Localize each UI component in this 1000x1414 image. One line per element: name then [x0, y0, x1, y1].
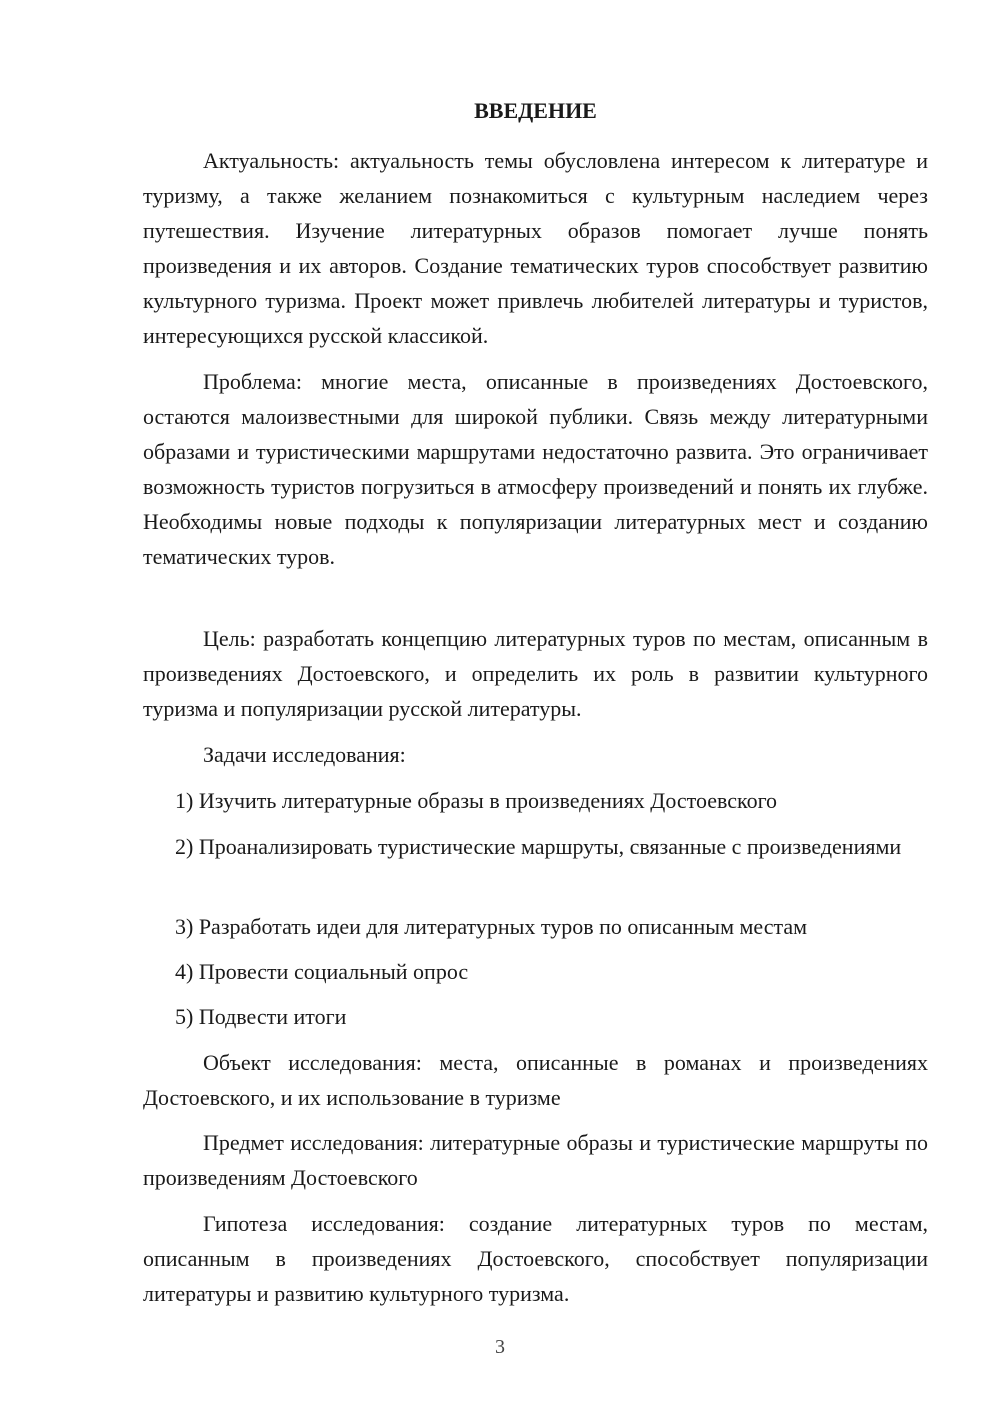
relevance-paragraph: Актуальность: актуальность темы обусловлена интересом к литературе и туризму, а также желанием познакомиться с культурным наследием через путешествия. Изучение литературных образов помогает лучше понять произведения и их авторов. Создание тематических туров способствует развитию культурного туризма. Проект может привлечь любителей литературы и туристов, интересующихся русской классикой. [143, 148, 928, 348]
problem-paragraph: Проблема: многие места, описанные в произведениях Достоевского, остаются малоизвестными для широкой публики. Связь между литературными образами и туристическими маршрутами недостаточно развита. Это ограничивает возможность туристов погрузиться в атмосферу произведений и понять их глубже. Необходимы новые подходы к популяризации литературных мест и созданию тематических туров. [143, 369, 928, 569]
page-number: 3 [495, 1336, 505, 1358]
goal-paragraph: Цель: разработать концепцию литературных туров по местам, описанным в произведениях Достоевского, и определить их роль в развитии культурного туризма и популяризации русской литературы. [143, 626, 928, 721]
task-item-2: 2) Проанализировать туристические маршруты, связанные с произведениями [175, 834, 902, 859]
task-item-4: 4) Провести социальный опрос [175, 959, 469, 984]
section-heading: ВВЕДЕНИЕ [474, 98, 597, 123]
task-item-1: 1) Изучить литературные образы в произведениях Достоевского [175, 788, 778, 813]
task-item-3: 3) Разработать идеи для литературных туров по описанным местам [175, 914, 808, 939]
task-item-5: 5) Подвести итоги [175, 1004, 347, 1029]
object-paragraph: Объект исследования: места, описанные в романах и произведениях Достоевского, и их использование в туризме [143, 1050, 928, 1110]
tasks-title: Задачи исследования: [203, 742, 406, 767]
subject-paragraph: Предмет исследования: литературные образы и туристические маршруты по произведениям Достоевского [143, 1130, 928, 1190]
hypothesis-paragraph: Гипотеза исследования: создание литературных туров по местам, описанным в произведениях Достоевского, способствует популяризации литературы и развитию культурного туризма. [143, 1211, 928, 1306]
